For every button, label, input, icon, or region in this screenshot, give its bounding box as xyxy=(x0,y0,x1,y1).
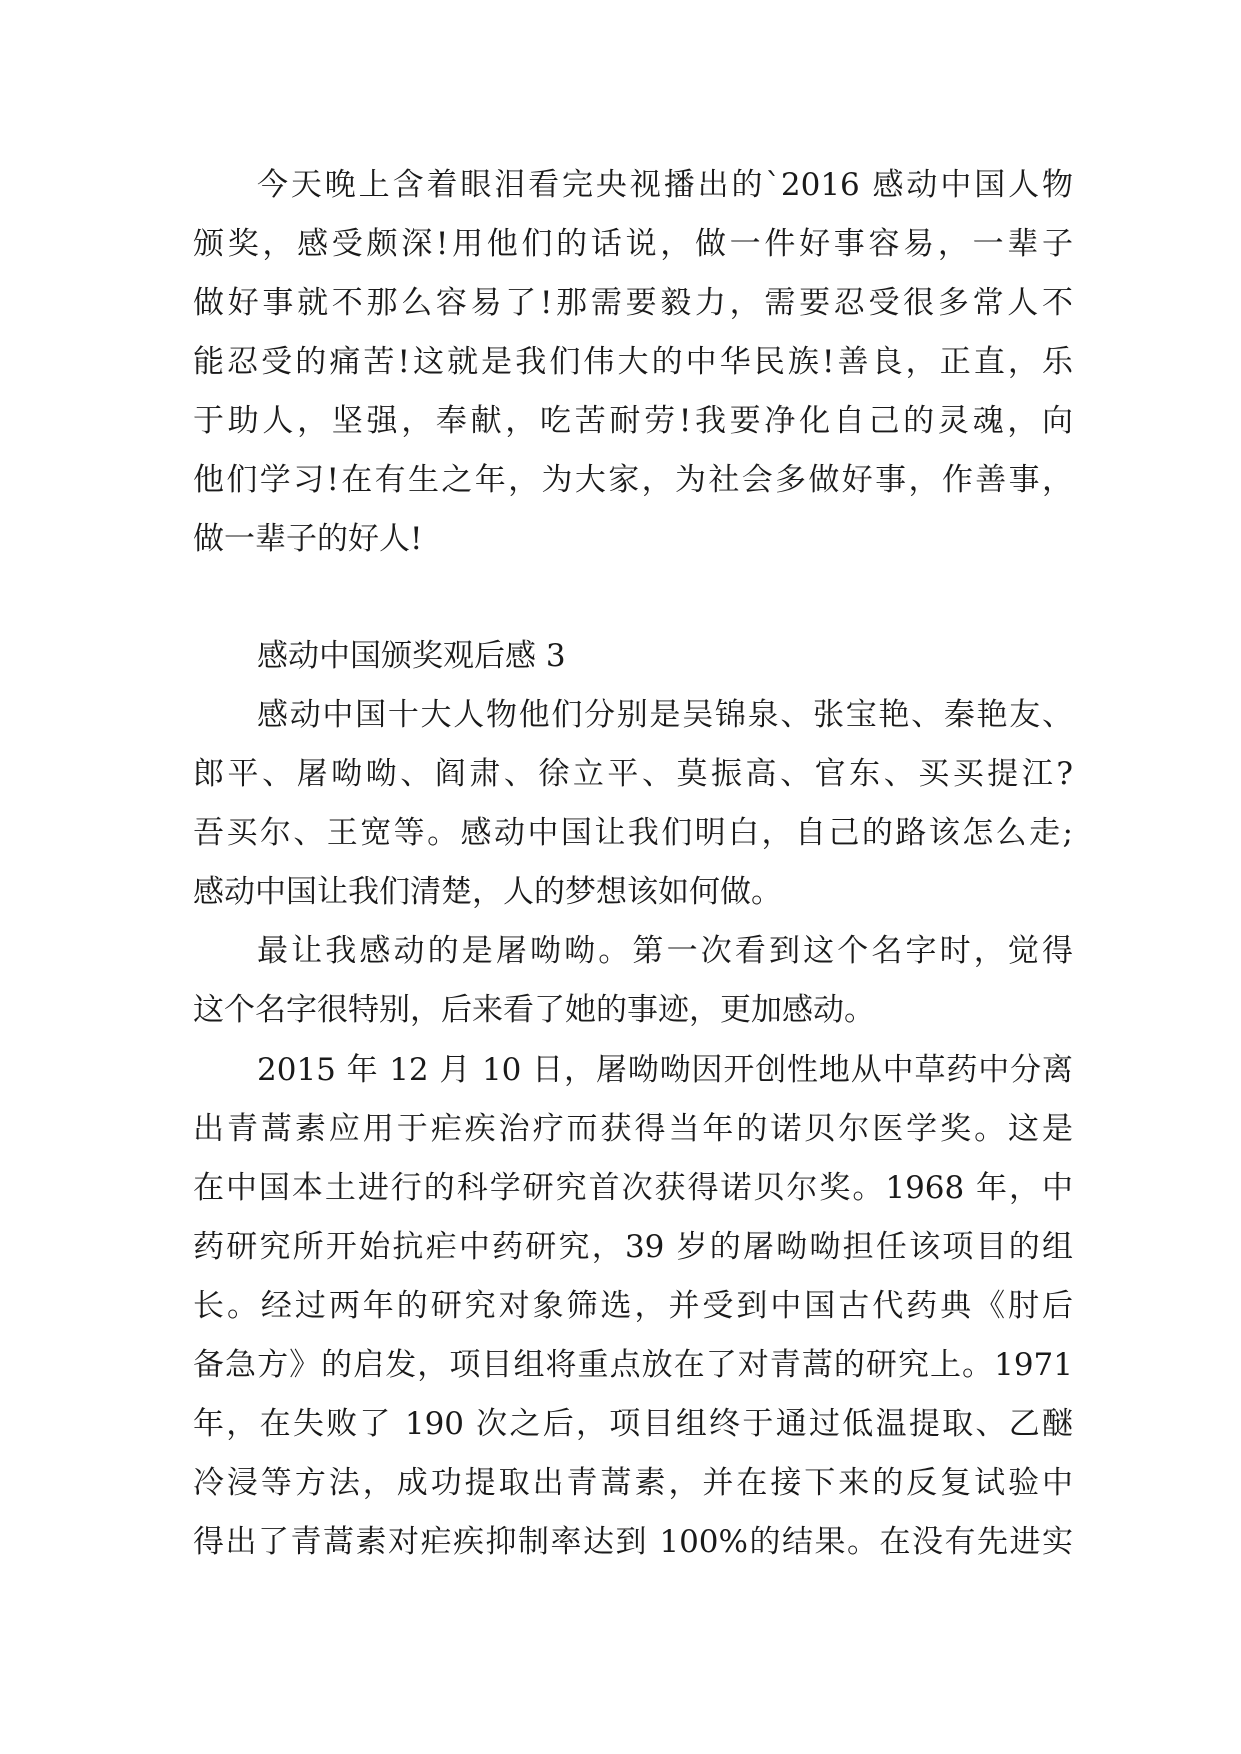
text-line: 长。经过两年的研究对象筛选，并受到中国古代药典《肘后 xyxy=(193,1288,1073,1324)
text-line: 感动中国十大人物他们分别是吴锦泉、张宝艳、秦艳友、 xyxy=(257,697,1073,733)
text-line: 在中国本土进行的科学研究首次获得诺贝尔奖。1968 年，中 xyxy=(193,1170,1073,1206)
text-line: 感动中国让我们清楚，人的梦想该如何做。 xyxy=(193,874,782,910)
text-line: 最让我感动的是屠呦呦。第一次看到这个名字时，觉得 xyxy=(257,933,1073,969)
text-line: 这个名字很特别，后来看了她的事迹，更加感动。 xyxy=(193,992,875,1028)
text-line: 得出了青蒿素对疟疾抑制率达到 100%的结果。在没有先进实 xyxy=(193,1524,1073,1560)
text-line: 于助人，坚强，奉献，吃苦耐劳!我要净化自己的灵魂，向 xyxy=(193,403,1073,439)
text-line: 冷浸等方法，成功提取出青蒿素，并在接下来的反复试验中 xyxy=(193,1465,1073,1501)
section-title: 感动中国颁奖观后感 3 xyxy=(257,638,566,674)
text-line: 郎平、屠呦呦、阎肃、徐立平、莫振高、官东、买买提江? xyxy=(193,756,1073,792)
text-line: 做一辈子的好人! xyxy=(193,521,423,557)
text-line: 今天晚上含着眼泪看完央视播出的`2016 感动中国人物 xyxy=(257,167,1073,203)
text-line: 2015 年 12 月 10 日，屠呦呦因开创性地从中草药中分离 xyxy=(257,1052,1073,1088)
text-line: 能忍受的痛苦!这就是我们伟大的中华民族!善良，正直，乐 xyxy=(193,344,1073,380)
text-line: 他们学习!在有生之年，为大家，为社会多做好事，作善事， xyxy=(193,462,1073,498)
text-line: 年，在失败了 190 次之后，项目组终于通过低温提取、乙醚 xyxy=(193,1406,1073,1442)
text-line: 出青蒿素应用于疟疾治疗而获得当年的诺贝尔医学奖。这是 xyxy=(193,1111,1073,1147)
text-line: 做好事就不那么容易了!那需要毅力，需要忍受很多常人不 xyxy=(193,285,1073,321)
text-line: 药研究所开始抗疟中药研究，39 岁的屠呦呦担任该项目的组 xyxy=(193,1229,1073,1265)
text-line: 颁奖，感受颇深!用他们的话说，做一件好事容易，一辈子 xyxy=(193,226,1073,262)
text-line: 备急方》的启发，项目组将重点放在了对青蒿的研究上。1971 xyxy=(193,1347,1073,1383)
text-line: 吾买尔、王宽等。感动中国让我们明白，自己的路该怎么走; xyxy=(193,815,1073,851)
